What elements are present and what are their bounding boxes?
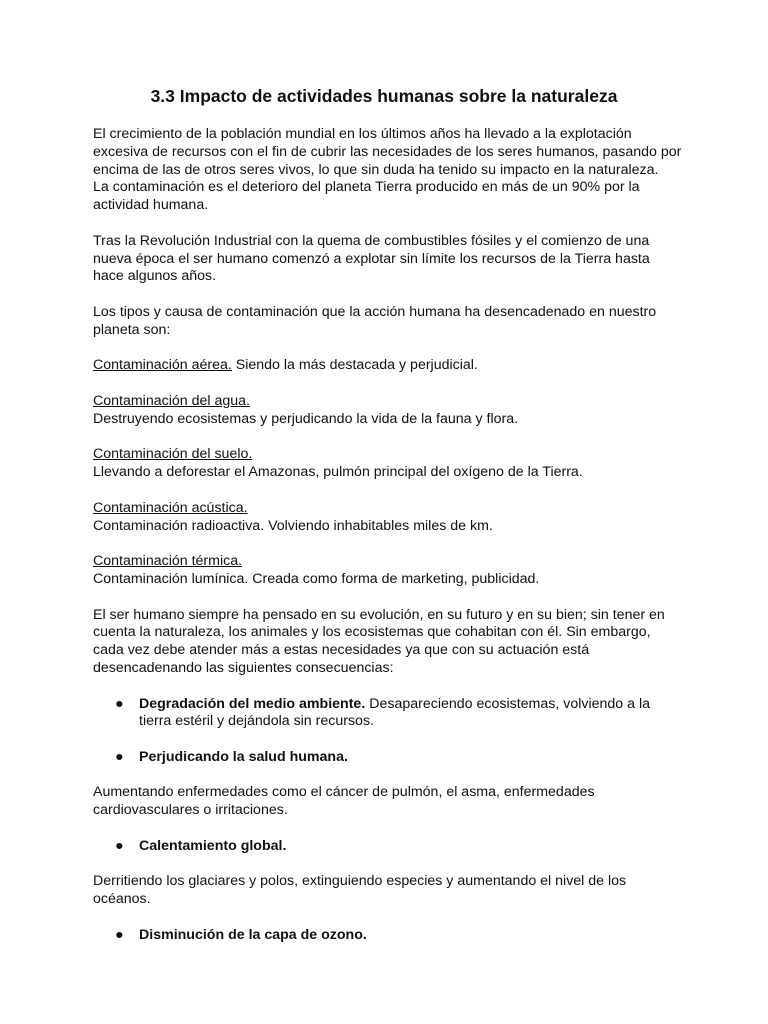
type-text: Llevando a deforestar el Amazonas, pulmón principal del oxígeno de la Tierra. xyxy=(93,464,583,481)
bullet-icon: ● xyxy=(115,926,124,943)
consequence-text: Desapareciendo ecosistemas, volviendo a la tierra estéril y dejándola sin recursos. xyxy=(139,695,650,730)
document-body xyxy=(93,126,683,962)
paragraph-text: El crecimiento de la población mundial en los últimos años ha llevado a la explotación excesiva de recursos con el fin de cubrir las necesidades de los seres humanos, pasando por encima de las de otros seres vivos, lo que sin duda ha tenido su impacto en la naturaleza. xyxy=(93,126,682,178)
paragraph: El ser humano siempre ha pensado en su evolución, en su futuro y en su bien; sin tener en cuenta la naturaleza, los animales y los ecosistemas que cohabitan con él. Sin embargo, cada vez debe atender más a estas necesidades ya que con su actuación está desencadenando las siguientes consecuencias: xyxy=(93,606,665,676)
contamination-type-air xyxy=(93,357,683,375)
type-text: Siendo la más destacada y perjudicial. xyxy=(231,357,478,374)
consequence-item xyxy=(93,749,683,767)
type-text: Contaminación lumínica. Creada como forma de marketing, publicidad. xyxy=(93,570,540,587)
contamination-type-water xyxy=(93,393,683,429)
type-heading: Contaminación aérea. xyxy=(93,357,232,374)
consequence-title: Degradación del medio ambiente. xyxy=(139,695,366,712)
intro-paragraph xyxy=(93,126,683,215)
bullet-icon: ● xyxy=(115,837,124,854)
type-heading: Contaminación acústica. xyxy=(93,499,248,516)
contamination-type-acoustic xyxy=(93,500,683,536)
paragraph: Los tipos y causa de contaminación que la acción humana ha desencadenado en nuestro planeta son: xyxy=(93,303,657,338)
bullet-icon: ● xyxy=(115,748,124,765)
type-text: Destruyendo ecosistemas y perjudicando la vida de la fauna y flora. xyxy=(93,410,519,427)
consequence-text: Aumentando enfermedades como el cáncer de pulmón, el asma, enfermedades cardiovasculares o irritaciones. xyxy=(93,784,595,819)
consequence-title: Perjudicando la salud humana. xyxy=(139,748,348,765)
paragraph: Tras la Revolución Industrial con la quema de combustibles fósiles y el comienzo de una nueva época el ser humano comenzó a explotar sin límite los recursos de la Tierra hasta hace algunos años. xyxy=(93,232,650,285)
type-heading: Contaminación del suelo. xyxy=(93,446,253,463)
contamination-type-soil xyxy=(93,446,683,482)
contamination-type-thermal xyxy=(93,553,683,589)
paragraph-text: La contaminación es el deterioro del planeta Tierra producido en más de un 90% por la actividad humana. xyxy=(93,179,640,214)
bullet-icon: ● xyxy=(115,695,124,712)
consequence-title: Disminución de la capa de ozono. xyxy=(139,926,367,943)
consequence-item xyxy=(93,927,683,945)
consequence-item xyxy=(93,696,683,732)
consequence-title: Calentamiento global. xyxy=(139,837,287,854)
consequence-text: Derritiendo los glaciares y polos, extinguiendo especies y aumentando el nivel de los océanos. xyxy=(93,873,627,908)
consequence-item xyxy=(93,838,683,856)
type-heading: Contaminación térmica. xyxy=(93,553,243,570)
type-heading: Contaminación del agua. xyxy=(93,392,250,409)
document-title: 3.3 Impacto de actividades humanas sobre la naturaleza xyxy=(150,86,618,106)
type-text: Contaminación radioactiva. Volviendo inhabitables miles de km. xyxy=(93,517,493,534)
